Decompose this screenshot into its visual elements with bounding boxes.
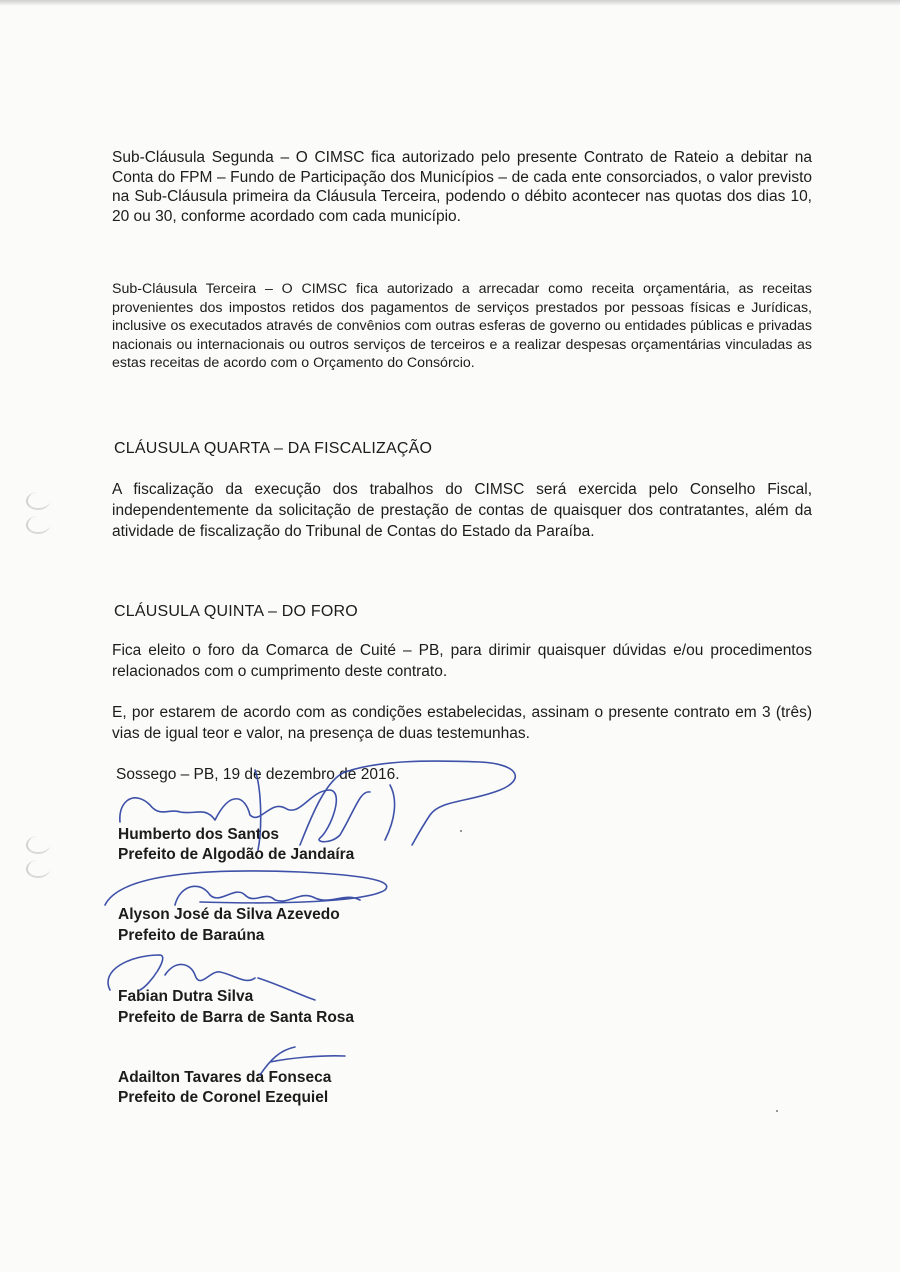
- scan-speck: [460, 830, 462, 832]
- signature-alyson: [105, 871, 387, 905]
- place-and-date: Sossego – PB, 19 de dezembro de 2016.: [116, 766, 400, 783]
- paragraph-foro: Fica eleito o foro da Comarca de Cuité – PB, para dirimir quaisquer dúvidas e/ou procedimentos relacionados com o cumprimento deste contrato.: [112, 642, 812, 680]
- scan-top-edge: [0, 0, 900, 6]
- sub-clausula-segunda: Sub-Cláusula Segunda – O CIMSC fica autorizado pelo presente Contrato de Rateio a debitar na Conta do FPM – Fundo de Participação dos Municípios – de cada ente consorciados, o valor previsto na Sub-Cláusula primeira da Cláusula Terceira, podendo o débito acontecer nas quotas dos dias 10, 20 ou 30, conforme acordado com cada município.: [112, 149, 812, 225]
- signatory-name: Humberto dos Santos: [118, 826, 280, 843]
- signatory-role: Prefeito de Baraúna: [118, 927, 265, 944]
- signatory-role: Prefeito de Coronel Ezequiel: [118, 1089, 329, 1106]
- signature-humberto-loop: [385, 785, 395, 840]
- signatory-role: Prefeito de Algodão de Jandaíra: [118, 846, 355, 863]
- heading-clausula-quinta: CLÁUSULA QUINTA – DO FORO: [114, 603, 358, 620]
- heading-clausula-quarta: CLÁUSULA QUARTA – DA FISCALIZAÇÃO: [114, 440, 433, 457]
- binder-holes-lower: [26, 836, 66, 884]
- paragraph-fiscalizacao: A fiscalização da execução dos trabalhos do CIMSC será exercida pelo Conselho Fiscal, independentemente da solicitação de prestação de contas de quaisquer dos contratantes, além da atividade de fiscalização do Tribunal de Contas do Estado da Paraíba.: [112, 481, 812, 540]
- signatory-name: Adailton Tavares da Fonseca: [118, 1069, 332, 1086]
- binder-holes-upper: [26, 492, 66, 540]
- paragraph-encerramento: E, por estarem de acordo com as condições estabelecidas, assinam o presente contrato em 3 (três) vias de igual teor e valor, na presença de duas testemunhas.: [112, 704, 812, 742]
- signatory-role: Prefeito de Barra de Santa Rosa: [118, 1009, 355, 1026]
- sub-clausula-terceira: Sub-Cláusula Terceira – O CIMSC fica autorizado a arrecadar como receita orçamentária, as receitas provenientes dos impostos retidos dos pagamentos de serviços prestados por pessoas físicas e Jurídicas, inclusive os executados através de convênios com outras esferas de governo ou entidades públicas e privadas nacionais ou internacionais ou outros serviços de terceiros e a realizar despesas orçamentárias vinculadas as estas receitas de acordo com o Orçamento do Consórcio.: [112, 281, 812, 371]
- signatory-name: Alyson José da Silva Azevedo: [118, 906, 340, 923]
- scan-speck: [776, 1110, 778, 1112]
- signatory-name: Fabian Dutra Silva: [118, 988, 254, 1005]
